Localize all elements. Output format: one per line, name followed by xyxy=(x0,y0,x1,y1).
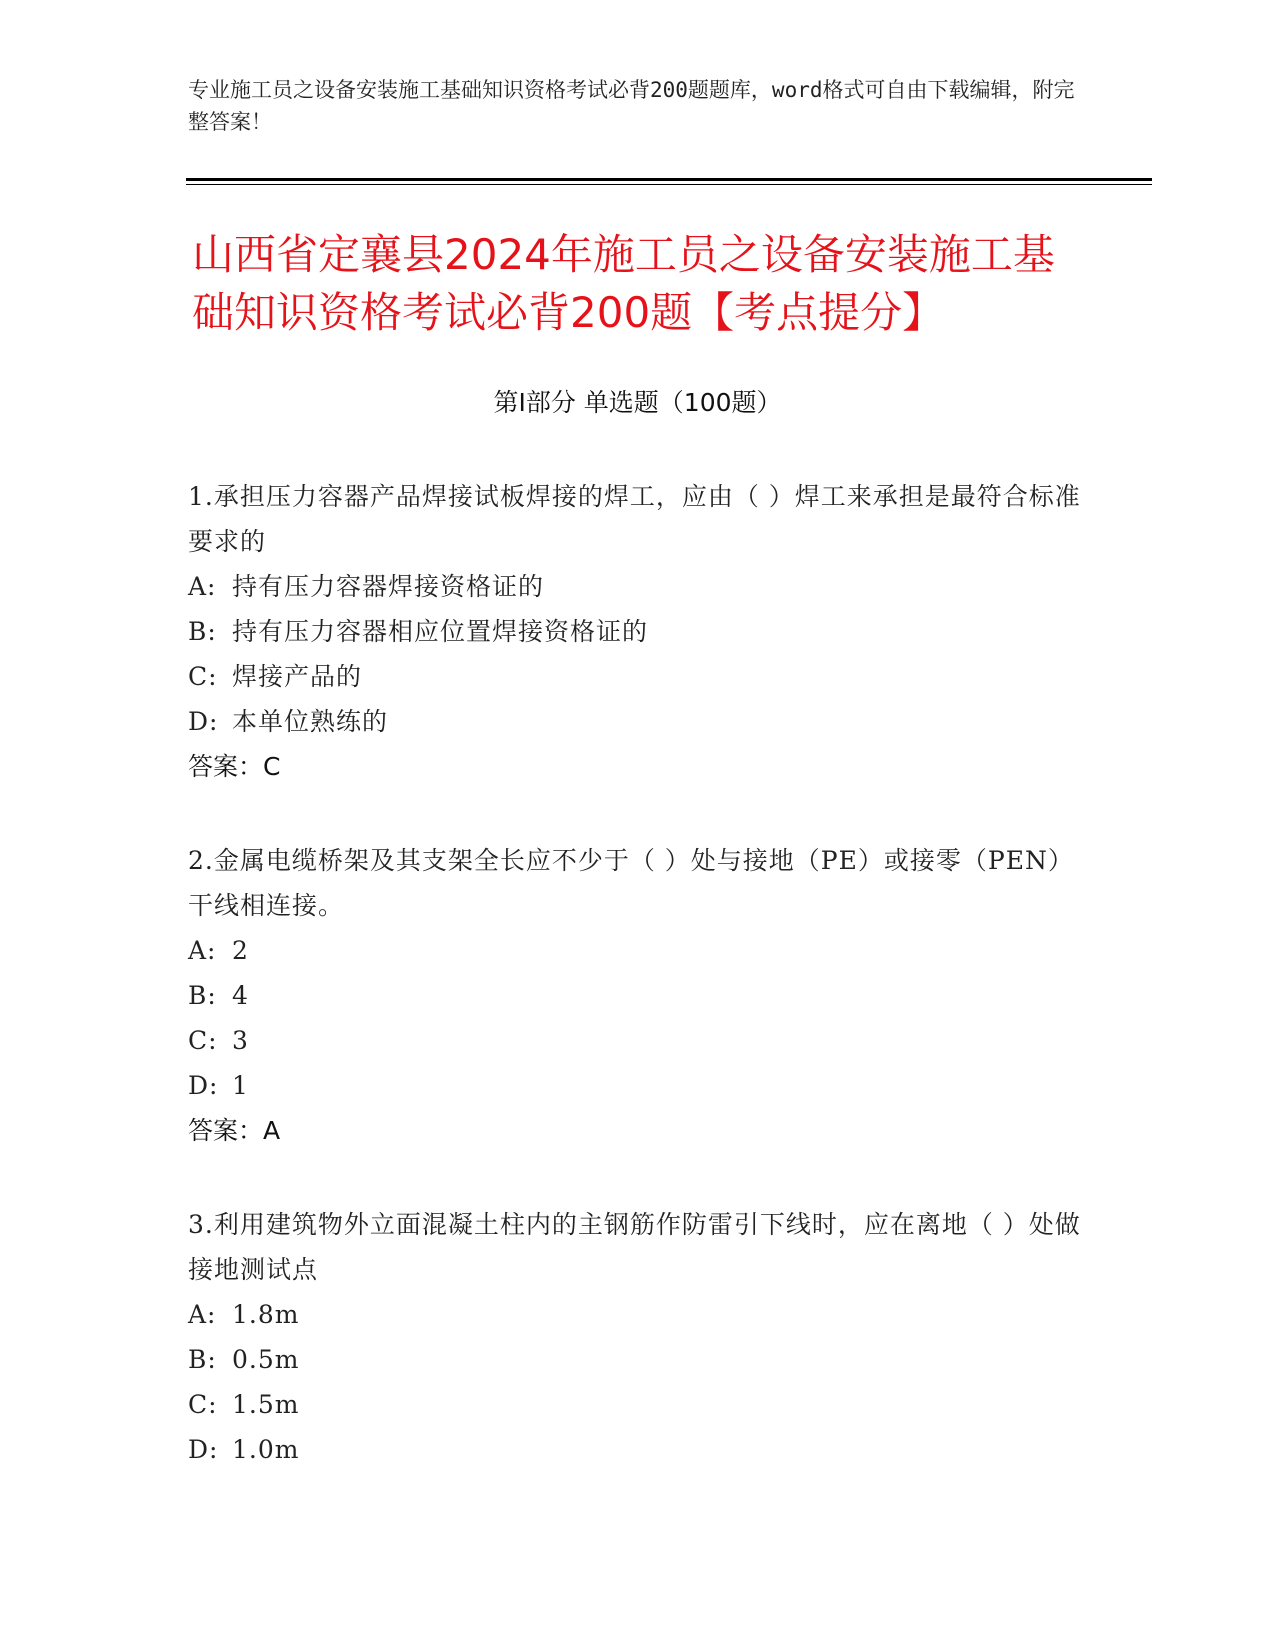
option-text: 持有压力容器相应位置焊接资格证的 xyxy=(232,617,649,646)
option-c xyxy=(188,654,1088,699)
question-stem: 2.金属电缆桥架及其支架全长应不少于（ ）处与接地（PE）或接零（PEN）干线相连接。 xyxy=(188,846,1074,920)
option-d xyxy=(188,1063,1088,1108)
answer: 答案：C xyxy=(188,752,281,781)
option-text: 本单位熟练的 xyxy=(232,707,389,736)
question-1 xyxy=(188,474,1088,789)
option-text: 焊接产品的 xyxy=(232,662,363,691)
option-a xyxy=(188,564,1088,609)
option-key: B: xyxy=(188,617,217,646)
section-title: 第Ⅰ部分 单选题（100题） xyxy=(493,388,782,417)
answer: 答案：A xyxy=(188,1116,281,1145)
option-text: 4 xyxy=(232,981,249,1010)
option-c xyxy=(188,1018,1088,1063)
header-divider-thick xyxy=(186,178,1152,181)
option-a xyxy=(188,928,1088,973)
option-key: C: xyxy=(188,662,218,691)
option-text: 1 xyxy=(232,1071,249,1100)
option-key: D: xyxy=(188,1435,219,1464)
option-key: A: xyxy=(188,1300,217,1329)
option-d xyxy=(188,1427,1088,1472)
option-text: 0.5m xyxy=(232,1345,300,1374)
question-2 xyxy=(188,838,1088,1153)
option-key: C: xyxy=(188,1390,218,1419)
question-stem: 3.利用建筑物外立面混凝土柱内的主钢筋作防雷引下线时，应在离地（ ）处做接地测试点 xyxy=(188,1210,1081,1284)
option-c xyxy=(188,1382,1088,1427)
option-b xyxy=(188,609,1088,654)
question-stem: 1.承担压力容器产品焊接试板焊接的焊工，应由（ ）焊工来承担是最符合标准要求的 xyxy=(188,482,1081,556)
option-text: 1.8m xyxy=(232,1300,300,1329)
option-key: C: xyxy=(188,1026,218,1055)
question-3 xyxy=(188,1202,1088,1472)
option-a xyxy=(188,1292,1088,1337)
option-text: 2 xyxy=(232,936,249,965)
option-text: 3 xyxy=(232,1026,249,1055)
option-key: B: xyxy=(188,1345,217,1374)
header-note: 专业施工员之设备安装施工基础知识资格考试必背200题题库，word格式可自由下载编辑，附完整答案！ xyxy=(188,78,1075,134)
option-text: 1.0m xyxy=(232,1435,300,1464)
document-title: 山西省定襄县2024年施工员之设备安装施工基础知识资格考试必背200题【考点提分】 xyxy=(192,230,1055,337)
option-key: D: xyxy=(188,707,219,736)
header-divider-thin xyxy=(186,184,1152,185)
option-text: 1.5m xyxy=(232,1390,300,1419)
option-key: B: xyxy=(188,981,217,1010)
option-key: D: xyxy=(188,1071,219,1100)
option-key: A: xyxy=(188,572,217,601)
option-d xyxy=(188,699,1088,744)
option-text: 持有压力容器焊接资格证的 xyxy=(232,572,545,601)
option-key: A: xyxy=(188,936,217,965)
option-b xyxy=(188,973,1088,1018)
option-b xyxy=(188,1337,1088,1382)
